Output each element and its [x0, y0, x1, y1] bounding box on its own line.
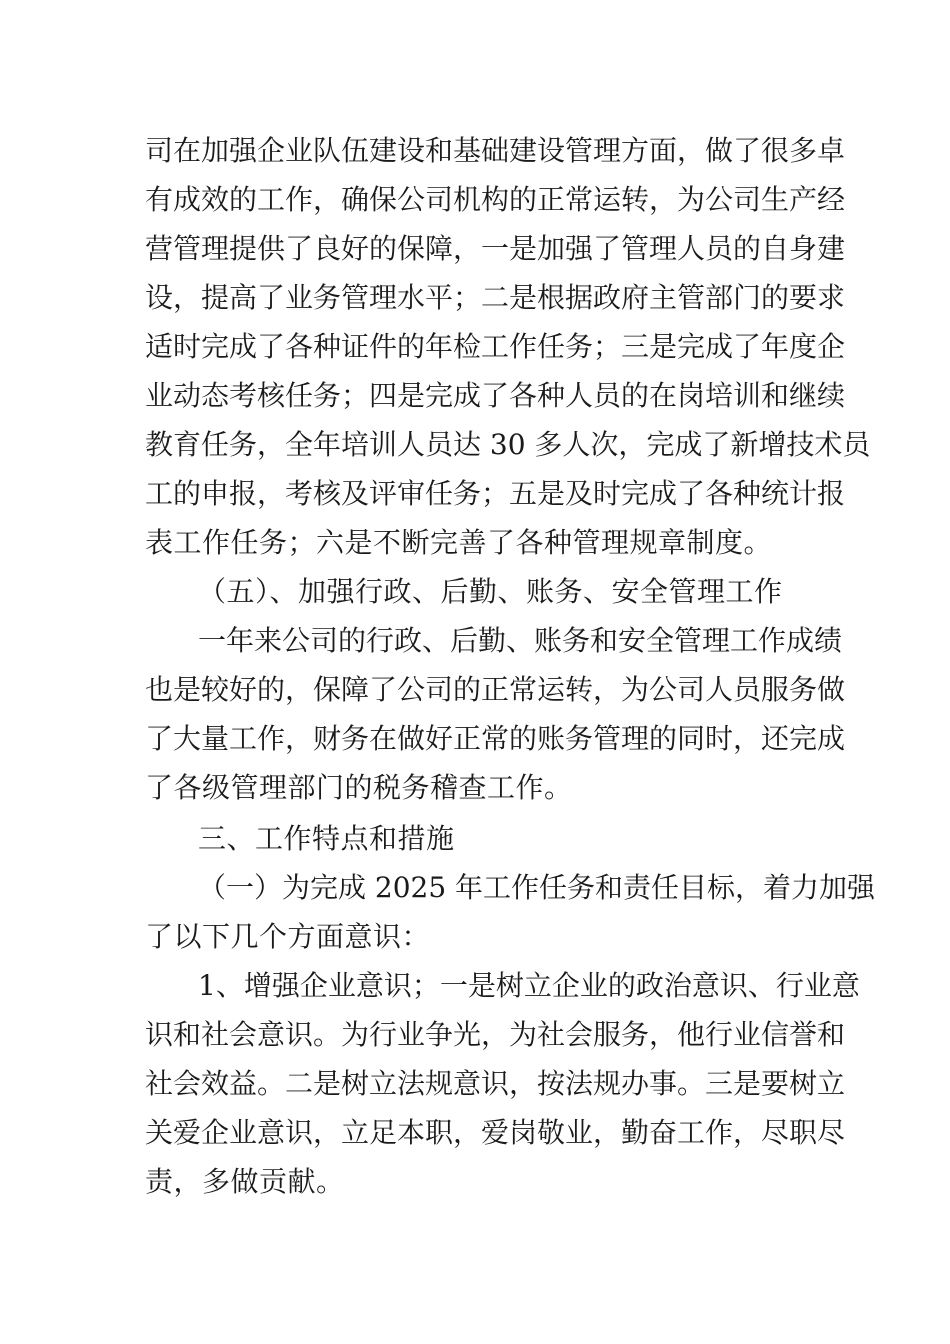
text-line: 教育任务，全年培训人员达 30 多人次，完成了新增技术员 [145, 428, 871, 461]
section-heading: 三、工作特点和措施 [198, 822, 455, 855]
text-line: 了大量工作，财务在做好正常的账务管理的同时，还完成 [145, 722, 846, 755]
text-line: 了以下几个方面意识： [145, 920, 431, 953]
text-line: 司在加强企业队伍建设和基础建设管理方面，做了很多卓 [145, 134, 846, 167]
text-line: 也是较好的，保障了公司的正常运转，为公司人员服务做 [145, 673, 846, 706]
paragraph-first-line: 1、增强企业意识；一是树立企业的政治意识、行业意 [198, 969, 860, 1002]
text-line: 表工作任务；六是不断完善了各种管理规章制度。 [145, 526, 773, 559]
text-line: 营管理提供了良好的保障，一是加强了管理人员的自身建 [145, 232, 846, 265]
text-line: 了各级管理部门的税务稽查工作。 [145, 771, 573, 804]
paragraph-first-line: 一年来公司的行政、后勤、账务和安全管理工作成绩 [198, 624, 843, 657]
text-line: 业动态考核任务；四是完成了各种人员的在岗培训和继续 [145, 379, 846, 412]
text-line: 设，提高了业务管理水平；二是根据政府主管部门的要求 [145, 281, 846, 314]
text-line: 社会效益。二是树立法规意识，按法规办事。三是要树立 [145, 1067, 846, 1100]
text-line: 关爱企业意识，立足本职，爱岗敬业，勤奋工作，尽职尽 [145, 1116, 846, 1149]
section-heading: （五）、加强行政、后勤、账务、安全管理工作 [198, 575, 783, 608]
text-line: 责，多做贡献。 [145, 1165, 345, 1198]
paragraph-first-line: （一）为完成 2025 年工作任务和责任目标，着力加强 [198, 871, 876, 904]
text-line: 有成效的工作，确保公司机构的正常运转，为公司生产经 [145, 183, 846, 216]
text-line: 识和社会意识。为行业争光，为社会服务，他行业信誉和 [145, 1018, 846, 1051]
text-line: 适时完成了各种证件的年检工作任务；三是完成了年度企 [145, 330, 846, 363]
text-line: 工的申报，考核及评审任务；五是及时完成了各种统计报 [145, 477, 846, 510]
